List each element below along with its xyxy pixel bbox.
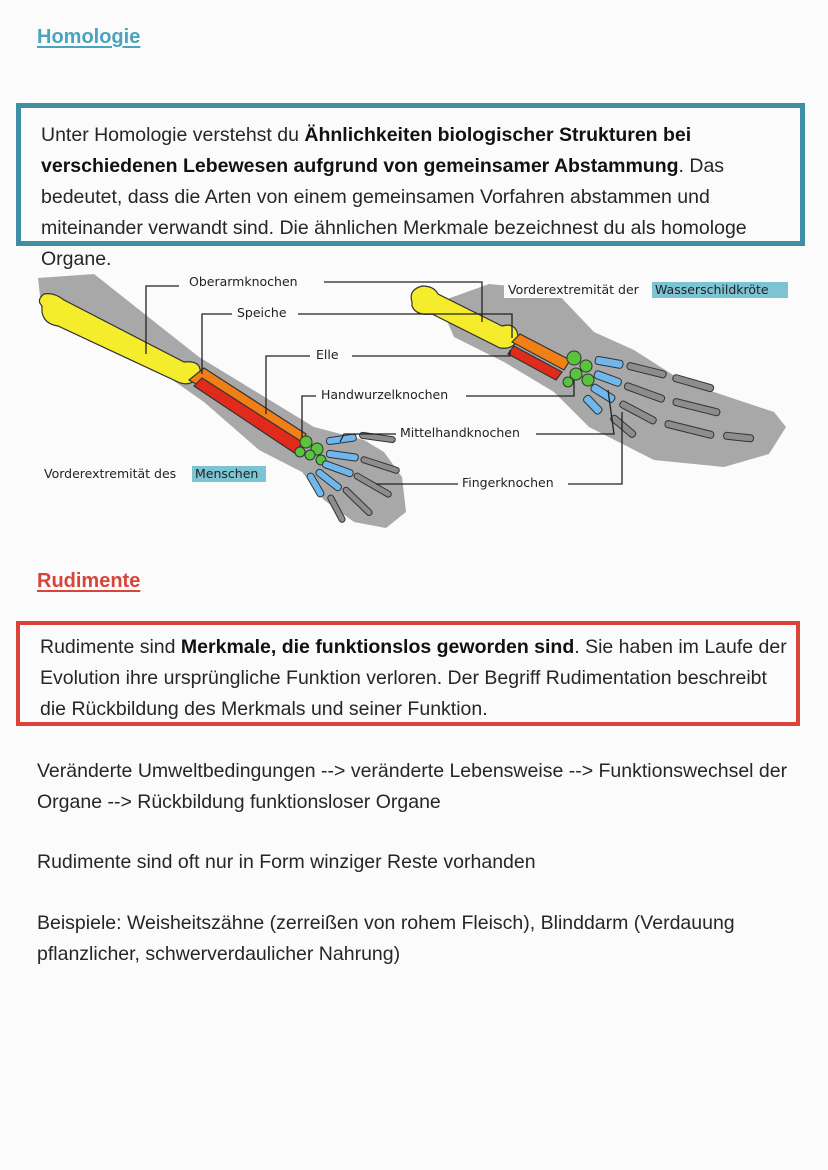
human-carpal (295, 447, 305, 457)
label-speiche: Speiche (237, 305, 287, 320)
label-handwurzelknochen: Handwurzelknochen (321, 387, 449, 402)
heading-homologie: Homologie (37, 26, 141, 48)
label-fingerknochen: Fingerknochen (462, 475, 554, 490)
paragraph-beispiele: Beispiele: Weisheitszähne (zerreißen von rohem Fleisch), Blinddarm (Verdauung pflanzlicher, schwerverdaulicher Nahrung) (37, 912, 735, 965)
turtle-caption-prefix: Vorderextremität der (508, 282, 639, 297)
heading-rudimente: Rudimente (37, 570, 141, 592)
homologie-definition-box (16, 103, 805, 270)
homologie-text-bold: Ähnlichkeiten biologischer Strukturen bei verschiedenen Lebewesen aufgrund von gemeinsamer Abstammung (41, 124, 692, 177)
human-caption-prefix: Vorderextremität des (44, 466, 177, 481)
label-elle: Elle (316, 347, 339, 362)
homology-diagram (34, 262, 794, 542)
homologie-text-end: . Das bedeutet, dass die Arten von einem gemeinsamen Vorfahren abstammen und miteinander verwandt sind. Die ähnlichen Merkmale bezeichnest du als homologe Organe. (41, 155, 747, 270)
paragraph-umweltbedingungen: Veränderte Umweltbedingungen --> veränderte Lebensweise --> Funktionswechsel der Organe --> Rückbildung funktionsloser Organe (37, 760, 788, 813)
rudimente-text-end: . Sie haben im Laufe der Evolution ihre ursprüngliche Funktion verloren. Der Begriff Rudimentation beschreibt die Rückbildung des Merkmals und seiner Funktion. (40, 636, 787, 720)
human-carpal (305, 450, 315, 460)
rudimente-text-start: Rudimente sind (40, 636, 181, 658)
turtle-carpal (563, 377, 573, 387)
turtle-carpal (567, 351, 581, 365)
turtle-carpal (580, 360, 592, 372)
rudimente-text-bold: Merkmale, die funktionslos geworden sind (180, 636, 575, 658)
human-caption-highlight: Menschen (195, 466, 259, 481)
homologie-text-start: Unter Homologie verstehst du (41, 124, 305, 146)
rudimente-definition-box (16, 621, 800, 726)
label-mittelhandknochen: Mittelhandknochen (400, 425, 520, 440)
turtle-carpal (582, 374, 594, 386)
paragraph-winzige-reste: Rudimente sind oft nur in Form winziger Reste vorhanden (37, 851, 536, 873)
turtle-caption-highlight: Wasserschildkröte (655, 282, 769, 297)
label-oberarmknochen: Oberarmknochen (189, 274, 298, 289)
